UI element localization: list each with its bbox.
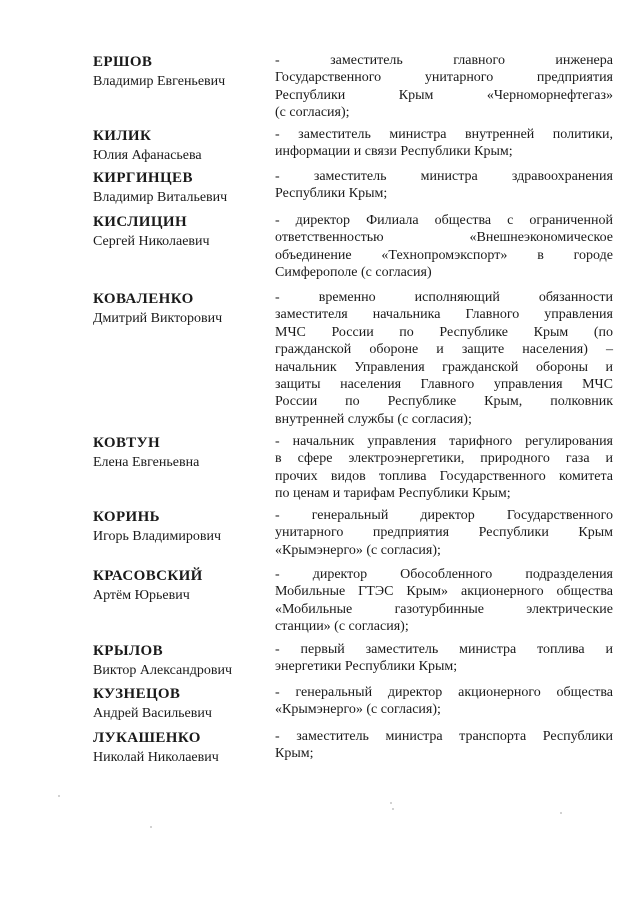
role-line: по ценам и тарифам Республики Крым; [275, 486, 511, 502]
member-given-names: Виктор Александрович [93, 663, 233, 678]
role-line: Государственного унитарного предприятия [275, 70, 613, 86]
member-role [275, 289, 613, 428]
scan-speck [392, 808, 394, 810]
role-line: информации и связи Республики Крым; [275, 144, 513, 160]
role-line: заместителя начальника Главного управления [275, 307, 613, 323]
role-line: - временно исполняющий обязанности [275, 290, 613, 305]
role-line: «Крымэнерго» (с согласия); [275, 542, 441, 558]
member-role [275, 212, 613, 282]
member-role [275, 52, 613, 122]
member-role [275, 433, 613, 503]
role-line: «Мобильные газотурбинные электрические [275, 601, 613, 617]
member-given-names: Сергей Николаевич [93, 234, 210, 249]
member-given-names: Игорь Владимирович [93, 529, 222, 544]
role-line: - заместитель министра внутренней политики, [275, 127, 613, 142]
role-line: станции» (с согласия); [275, 619, 409, 635]
role-line: начальник Управления гражданской обороны и [275, 359, 613, 375]
member-given-names: Дмитрий Викторович [93, 311, 223, 326]
member-role [275, 684, 613, 719]
member-role [275, 728, 613, 763]
role-line: Мобильные ГТЭС Крым» акционерного общества [275, 584, 613, 600]
role-line: - генеральный директор Государственного [275, 508, 613, 523]
role-line: унитарного предприятия Республики Крым [275, 525, 613, 541]
member-given-names: Андрей Васильевич [93, 706, 212, 721]
role-line: энергетики Республики Крым; [275, 659, 458, 675]
member-given-names: Юлия Афанасьева [93, 148, 202, 163]
member-given-names: Николай Николаевич [93, 750, 219, 765]
scan-speck [58, 795, 60, 797]
member-surname: КИЛИК [93, 128, 152, 144]
role-line: защиты населения Главного управления МЧС [275, 376, 613, 392]
scan-speck [560, 812, 562, 814]
member-surname: ЛУКАШЕНКО [93, 730, 201, 746]
role-line: - генеральный директор акционерного общества [275, 685, 613, 700]
member-surname: КУЗНЕЦОВ [93, 686, 181, 702]
role-line: - директор Обособленного подразделения [275, 567, 613, 582]
role-line: - заместитель министра транспорта Республики [275, 729, 613, 744]
role-line: Республики Крым; [275, 186, 388, 202]
role-line: - заместитель главного инженера [275, 53, 613, 68]
role-line: ответственностью «Внешнеэкономическое [275, 230, 613, 246]
member-given-names: Владимир Евгеньевич [93, 74, 226, 89]
role-line: внутренней службы (с согласия); [275, 411, 472, 427]
member-role [275, 566, 613, 636]
role-line: МЧС России по Республике Крым (по [275, 324, 613, 340]
member-surname: КРЫЛОВ [93, 643, 164, 659]
role-line: - директор Филиала общества с ограниченной [275, 213, 613, 228]
member-surname: КОВТУН [93, 435, 161, 451]
member-given-names: Владимир Витальевич [93, 190, 228, 205]
member-role [275, 507, 613, 559]
member-surname: ЕРШОВ [93, 54, 153, 70]
member-role [275, 641, 613, 676]
member-surname: КОРИНЬ [93, 509, 160, 525]
role-line: Республики Крым «Черноморнефтегаз» [275, 87, 613, 103]
role-line: объединение «Технопромэкспорт» в городе [275, 247, 613, 263]
role-line: России по Республике Крым, полковник [275, 394, 613, 410]
member-surname: КРАСОВСКИЙ [93, 568, 203, 584]
scan-speck [390, 802, 392, 804]
role-line: Крым; [275, 746, 314, 762]
role-line: гражданской обороне и защите населения) – [275, 342, 613, 358]
role-line: прочих видов топлива Государственного комитета [275, 468, 613, 484]
role-line: в сфере электроэнергетики, природного газа и [275, 451, 613, 467]
member-role [275, 126, 613, 161]
scan-speck [150, 826, 152, 828]
member-surname: КОВАЛЕНКО [93, 291, 194, 307]
role-line: - первый заместитель министра топлива и [275, 642, 613, 657]
member-given-names: Елена Евгеньевна [93, 455, 200, 470]
member-role [275, 168, 613, 203]
role-line: «Крымэнерго» (с согласия); [275, 702, 441, 718]
member-surname: КИСЛИЦИН [93, 214, 188, 230]
role-line: Симферополе (с согласия) [275, 265, 432, 281]
role-line: (с согласия); [275, 105, 350, 121]
member-given-names: Артём Юрьевич [93, 588, 190, 603]
role-line: - начальник управления тарифного регулирования [275, 434, 613, 449]
member-surname: КИРГИНЦЕВ [93, 170, 193, 186]
role-line: - заместитель министра здравоохранения [275, 169, 613, 184]
